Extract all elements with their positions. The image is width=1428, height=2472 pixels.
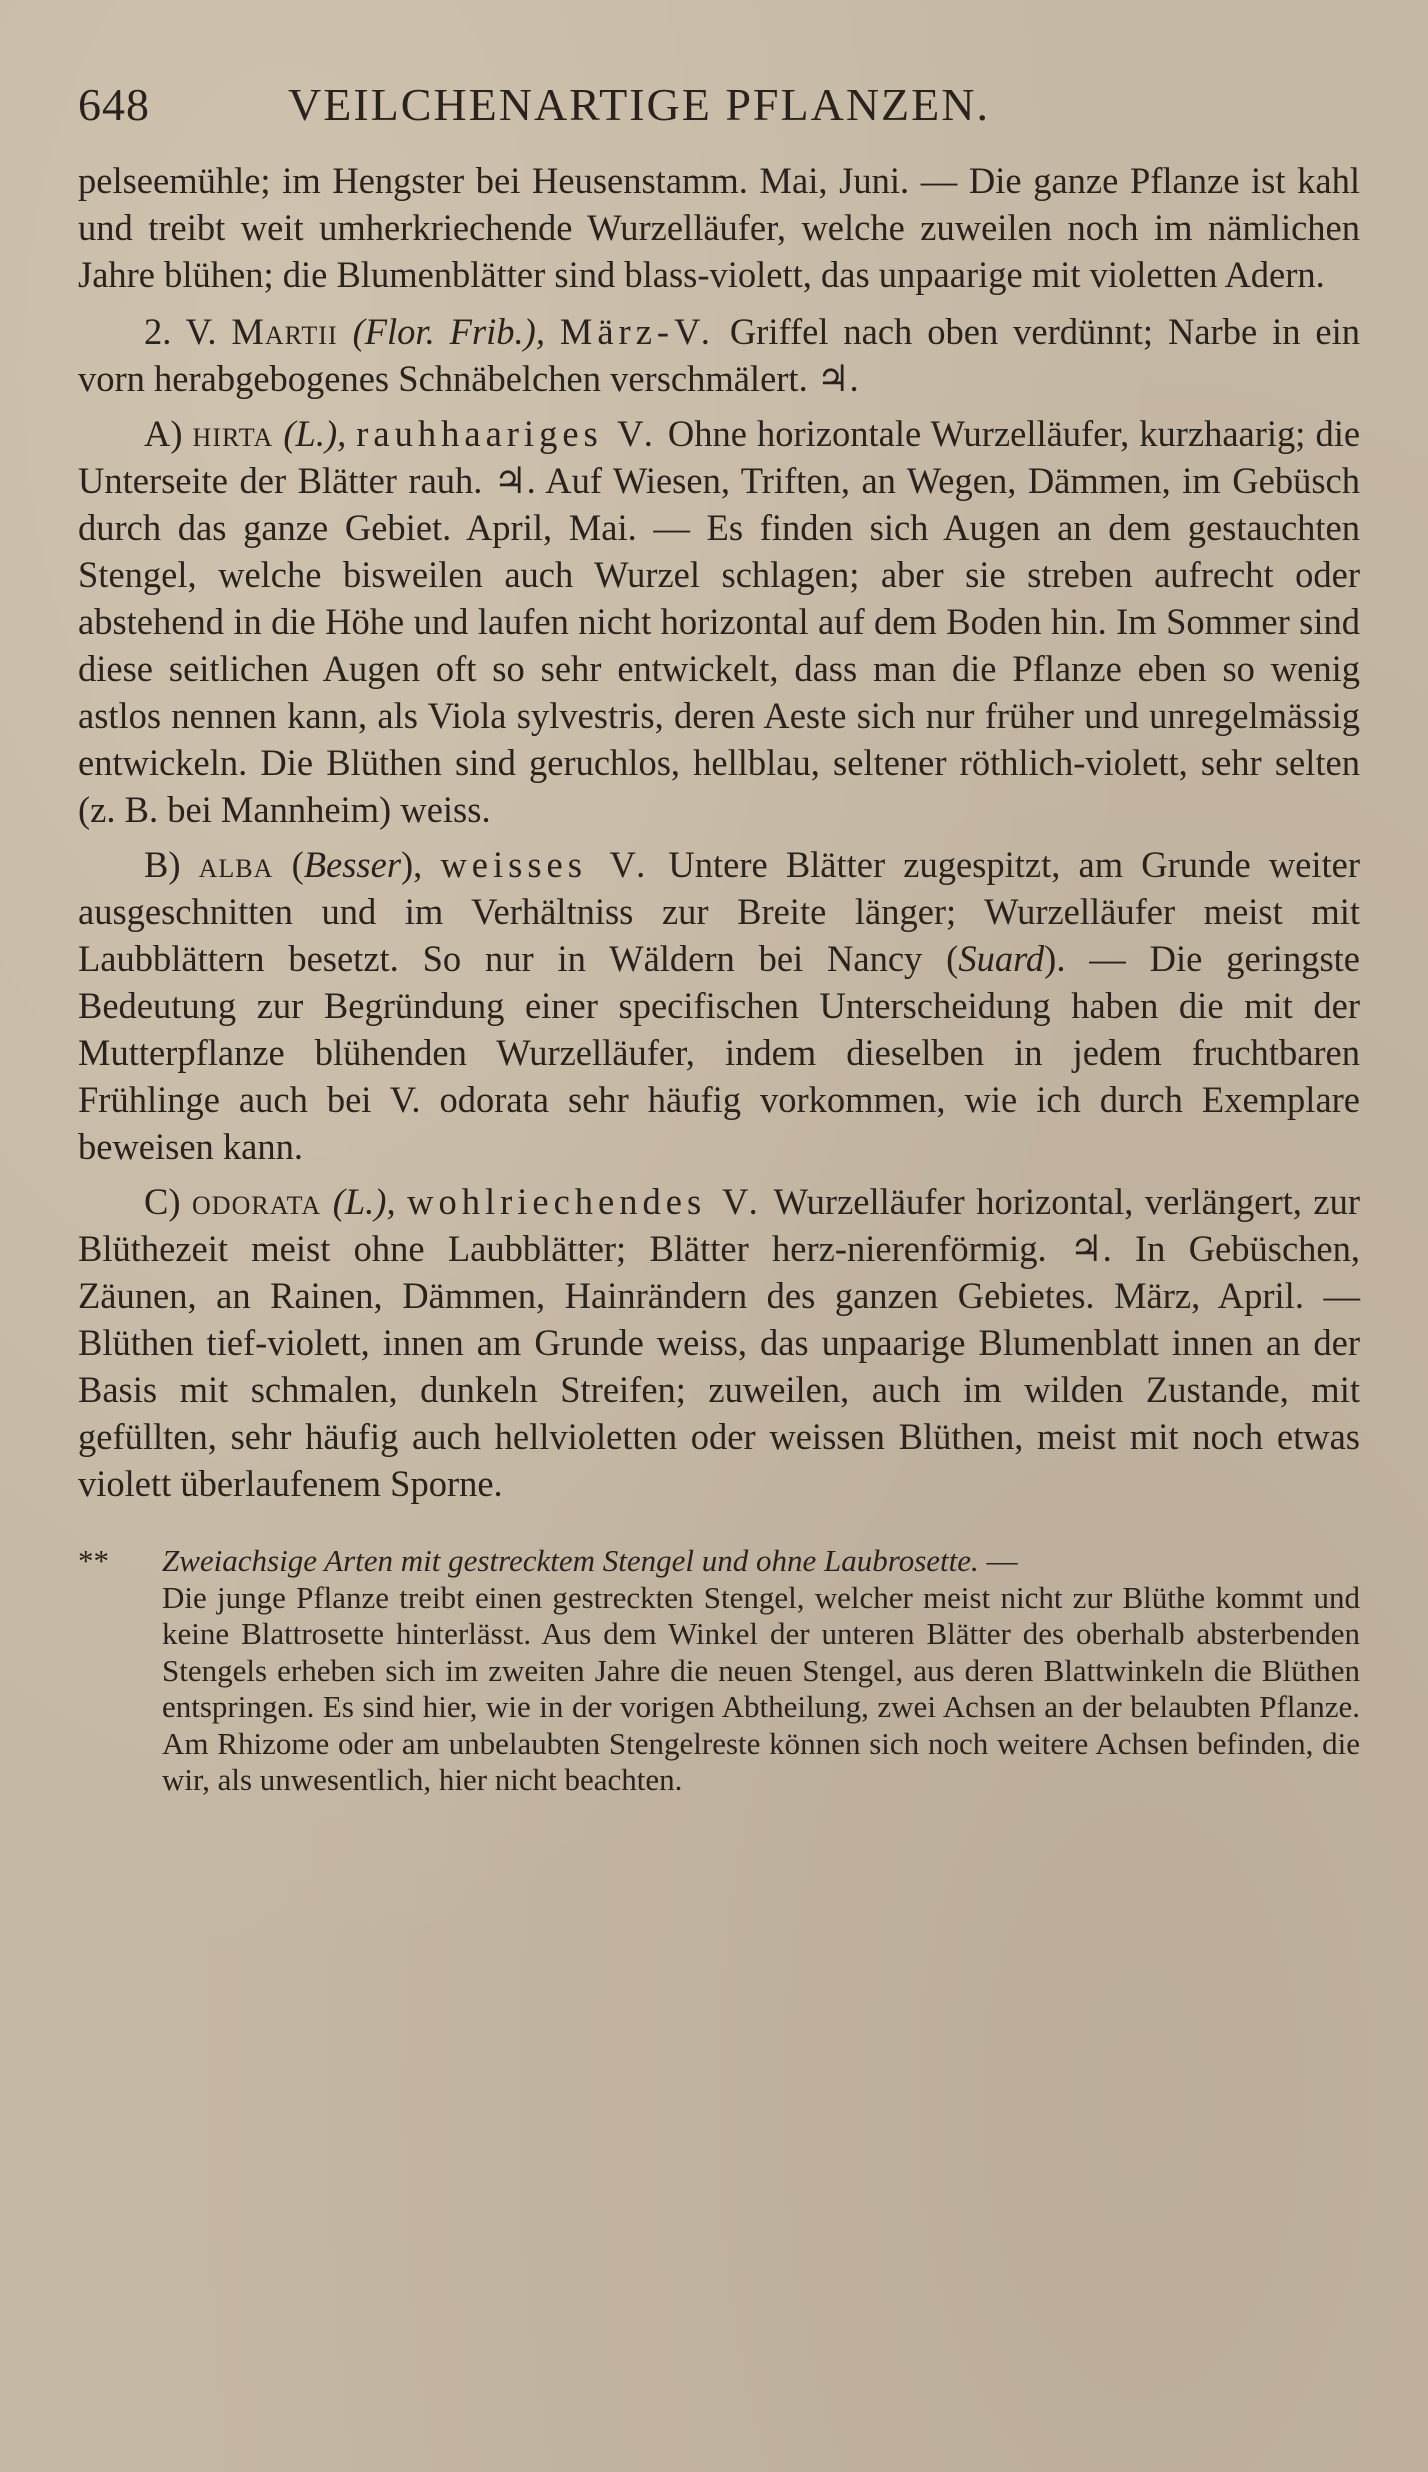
entry-text-cont: ). — Die geringste Bedeutung zur Begründung einer specifischen Unterscheidung haben die mit der Mutterpflanze blühenden Wurzelläufer, indem dieselben in jedem fruchtbaren Frühlinge auch bei V. odorata sehr häufig vorkommen, wie ich durch Exemplare beweisen kann.	[78, 938, 1360, 1167]
entry-text: Wurzelläufer horizontal, verlängert, zur Blüthezeit meist ohne Laubblätter; Blätter herz-nierenförmig. ♃. In Gebüschen, Zäunen, an Rainen, Dämmen, Hainrändern des ganzen Gebietes. März, April. — Blüthen tief-violett, innen am Grunde weiss, das unpaarige Blumenblatt innen an der Basis mit schmalen, dunkeln Streifen; zuweilen, auch im wilden Zustande, mit gefüllten, sehr häufig auch hellvioletten oder weissen Blüthen, meist mit noch etwas violett überlaufenem Sporne.	[78, 1181, 1361, 1504]
note-dash: —	[986, 1543, 1018, 1578]
species-citation: (Flor. Frib.),	[352, 311, 545, 352]
variety-name: odorata	[192, 1181, 322, 1222]
citation-close: ),	[401, 844, 423, 885]
common-name: März-V.	[559, 311, 715, 352]
variety-citation: (L.),	[283, 413, 347, 454]
paragraph-continuation	[78, 157, 1360, 298]
citation-author: Besser	[303, 844, 402, 885]
variety-entry-odorata	[78, 1178, 1360, 1507]
citation-open: (	[291, 844, 304, 885]
note-mark: **	[78, 1543, 109, 1578]
entry-text: Untere Blätter zugespitzt, am Grunde weiter ausgeschnitten und im Verhältniss zur Breite länger; Wurzelläufer meist mit Laubblättern besetzt. So nur in Wäldern bei Nancy (	[78, 844, 1361, 979]
variety-letter: A)	[144, 413, 183, 454]
section-note-body: Die junge Pflanze treibt einen gestreckten Stengel, welcher meist nicht zur Blüthe kommt und keine Blattrosette hinterlässt. Aus dem Winkel der unteren Blätter des oberhalb absterbenden Stengels erheben sich im zweiten Jahre die neuen Stengel, aus deren Blattwinkeln die Blüthen entspringen. Es sind hier, wie in der vorigen Abtheilung, zwei Achsen an der belaubten Pflanze. Am Rhizome oder am unbelaubten Stengelreste können sich noch weitere Achsen befinden, die wir, als unwesentlich, hier nicht beachten.	[162, 1579, 1360, 1797]
variety-name: alba	[198, 844, 274, 885]
variety-entry-alba	[78, 841, 1360, 1170]
variety-letter: B)	[144, 844, 181, 885]
page-number: 648	[78, 79, 150, 130]
species-entry-martii	[78, 308, 1360, 402]
species-name: Martii	[231, 311, 338, 352]
common-name: rauhhaariges V.	[356, 413, 658, 454]
entry-text: Ohne horizontale Wurzelläufer, kurzhaarig; die Unterseite der Blätter rauh. ♃. Auf Wiesen, Triften, an Wegen, Dämmen, im Gebüsch durch das ganze Gebiet. April, Mai. — Es finden sich Augen an dem gestauchten Stengel, welche bisweilen auch Wurzel schlagen; aber sie streben aufrecht oder abstehend in die Höhe und laufen nicht horizontal auf dem Boden hin. Im Sommer sind diese seitlichen Augen oft so sehr entwickelt, dass man die Pflanze eben so wenig astlos nennen kann, als Viola sylvestris, deren Aeste sich nur früher und unregelmässig entwickeln. Die Blüthen sind geruchlos, hellblau, seltener röthlich-violett, sehr selten (z. B. bei Mannheim) weiss.	[78, 413, 1361, 830]
common-name: wohlriechendes V.	[407, 1181, 763, 1222]
paragraph-text: pelseemühle; im Hengster bei Heusenstamm. Mai, Juni. — Die ganze Pflanze ist kahl und treibt weit umherkriechende Wurzelläufer, welche zuweilen noch im nämlichen Jahre blühen; die Blumenblätter sind blass-violett, das unpaarige mit violetten Adern.	[78, 160, 1360, 295]
variety-name: hirta	[192, 413, 274, 454]
entry-text: Griffel nach oben verdünnt; Narbe in ein vorn herabgebogenes Schnäbelchen verschmälert. ♃.	[78, 311, 1361, 399]
entry-number: 2. V.	[144, 311, 217, 352]
running-title: VEILCHENARTIGE PFLANZEN.	[288, 79, 990, 130]
variety-citation: (L.),	[332, 1181, 396, 1222]
section-note	[78, 1543, 1360, 1799]
section-note-heading	[78, 1543, 1360, 1580]
variety-entry-hirta	[78, 410, 1360, 833]
note-heading: Zweiachsige Arten mit gestrecktem Stengel und ohne Laubrosette.	[162, 1543, 979, 1578]
book-page	[78, 78, 1360, 1799]
page-header	[78, 78, 1360, 131]
locality-author: Suard	[958, 938, 1045, 979]
variety-letter: C)	[144, 1181, 181, 1222]
common-name: weisses V.	[440, 844, 651, 885]
